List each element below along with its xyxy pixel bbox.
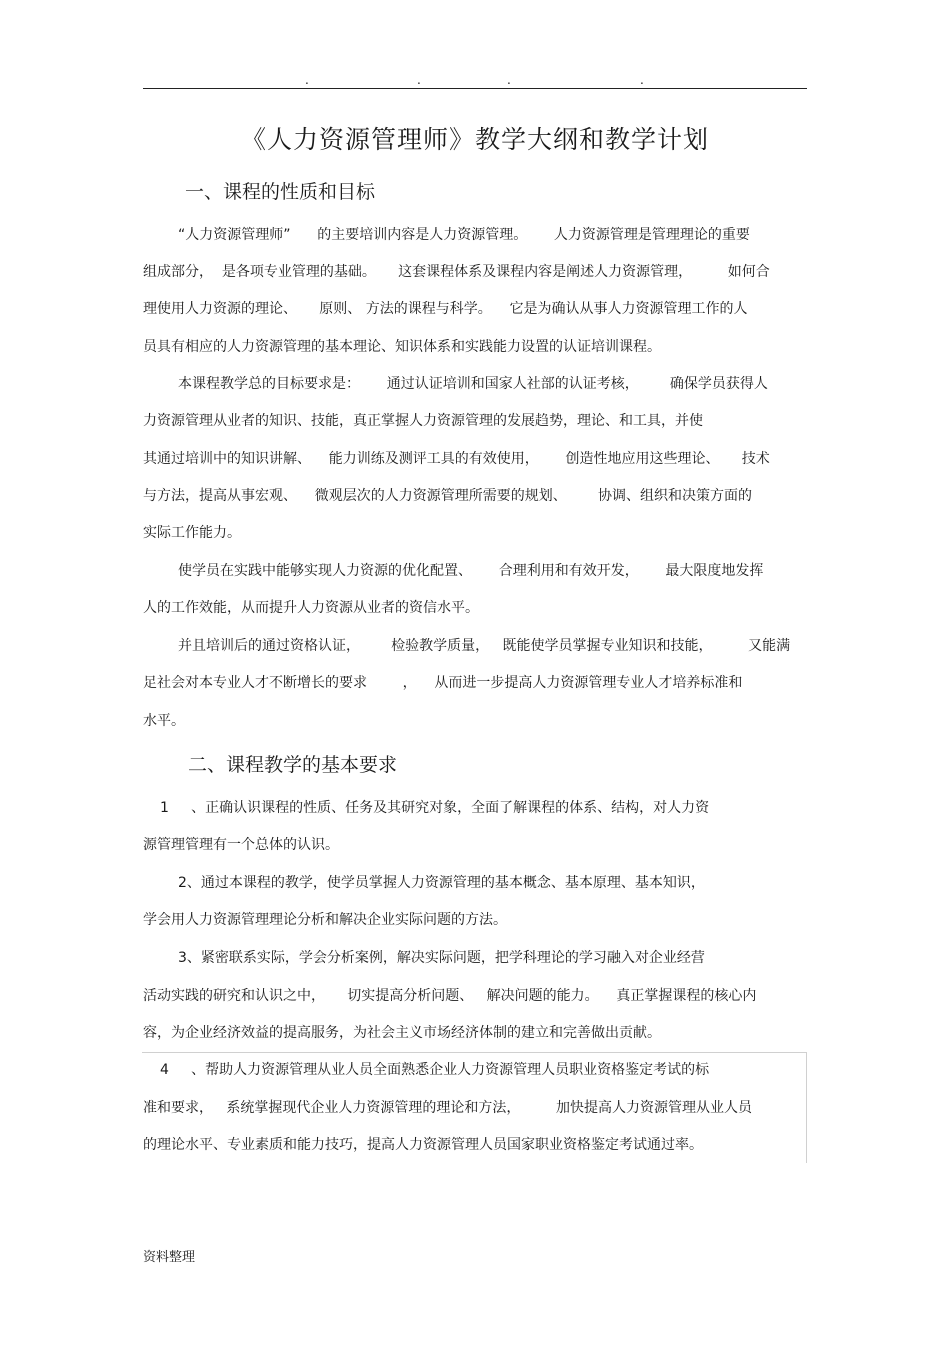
header-dot: . [507, 73, 511, 87]
header-dot: . [640, 73, 644, 87]
body-line: 容，为企业经济效益的提高服务，为社会主义市场经济体制的建立和完善做出贡献。 [143, 1025, 661, 1041]
header-rule [143, 88, 807, 89]
body-line: 员具有相应的人力资源管理的基本理论、知识体系和实践能力设置的认证培训课程。 [143, 339, 661, 355]
body-line: 组成部分， 是各项专业管理的基础。 这套课程体系及课程内容是阐述人力资源管理， 如何合 [143, 264, 770, 280]
body-line: 使学员在实践中能够实现人力资源的优化配置、 合理利用和有效开发， 最大限度地发挥 [178, 563, 764, 579]
body-line: 水平。 [143, 713, 185, 729]
body-line: 实际工作能力。 [143, 525, 241, 541]
body-line: 2、通过本课程的教学，使学员掌握人力资源管理的基本概念、基本原理、基本知识， [178, 875, 705, 891]
header-dot: . [305, 73, 309, 87]
body-line: 力资源管理从业者的知识、技能，真正掌握人力资源管理的发展趋势，理论、和工具，并使 [143, 413, 703, 429]
body-line: 人的工作效能，从而提升人力资源从业者的资信水平。 [143, 600, 479, 616]
page-footer: 资料整理 [143, 1250, 196, 1265]
body-line: 准和要求， 系统掌握现代企业人力资源管理的理论和方法， 加快提高人力资源管理从业人员 [143, 1100, 752, 1116]
body-line: 理使用人力资源的理论、 原则、 方法的课程与科学。 它是为确认从事人力资源管理工作的人 [143, 301, 748, 317]
body-line: 活动实践的研究和认识之中， 切实提高分析问题、 解决问题的能力。 真正掌握课程的核心内 [143, 988, 757, 1004]
body-line: 其通过培训中的知识讲解、 能力训练及测评工具的有效使用， 创造性地应用这些理论、 技术 [143, 451, 770, 467]
header-dot: . [417, 73, 421, 87]
body-line: 的理论水平、专业素质和能力技巧，提高人力资源管理人员国家职业资格鉴定考试通过率。 [143, 1137, 703, 1153]
body-line: 3、紧密联系实际，学会分析案例，解决实际问题，把学科理论的学习融入对企业经营 [178, 950, 705, 966]
body-line: “人力资源管理师” 的主要培训内容是人力资源管理。 人力资源管理是管理理论的重要 [178, 227, 750, 243]
body-line: 源管理管理有一个总体的认识。 [143, 837, 339, 853]
body-line: 并且培训后的通过资格认证， 检验教学质量， 既能使学员掌握专业知识和技能， 又能满 [178, 638, 791, 654]
body-line: 足社会对本专业人才不断增长的要求 ， 从而进一步提高人力资源管理专业人才培养标准和 [143, 675, 743, 691]
body-line: 4 、帮助人力资源管理从业人员全面熟悉企业人力资源管理人员职业资格鉴定考试的标 [160, 1062, 710, 1078]
body-line: 1 、正确认识课程的性质、任务及其研究对象，全面了解课程的体系、结构，对人力资 [160, 800, 710, 816]
document-title: 《人力资源管理师》教学大纲和教学计划 [240, 125, 709, 154]
section2-heading: 二、课程教学的基本要求 [188, 754, 398, 776]
header-dots [0, 74, 950, 86]
body-line: 本课程教学总的目标要求是： 通过认证培训和国家人社部的认证考核， 确保学员获得人 [178, 376, 768, 392]
body-line: 与方法，提高从事宏观、 微观层次的人力资源管理所需要的规划、 协调、组织和决策方面的 [143, 488, 752, 504]
section1-heading: 一、课程的性质和目标 [185, 181, 376, 203]
body-line: 学会用人力资源管理理论分析和解决企业实际问题的方法。 [143, 912, 507, 928]
